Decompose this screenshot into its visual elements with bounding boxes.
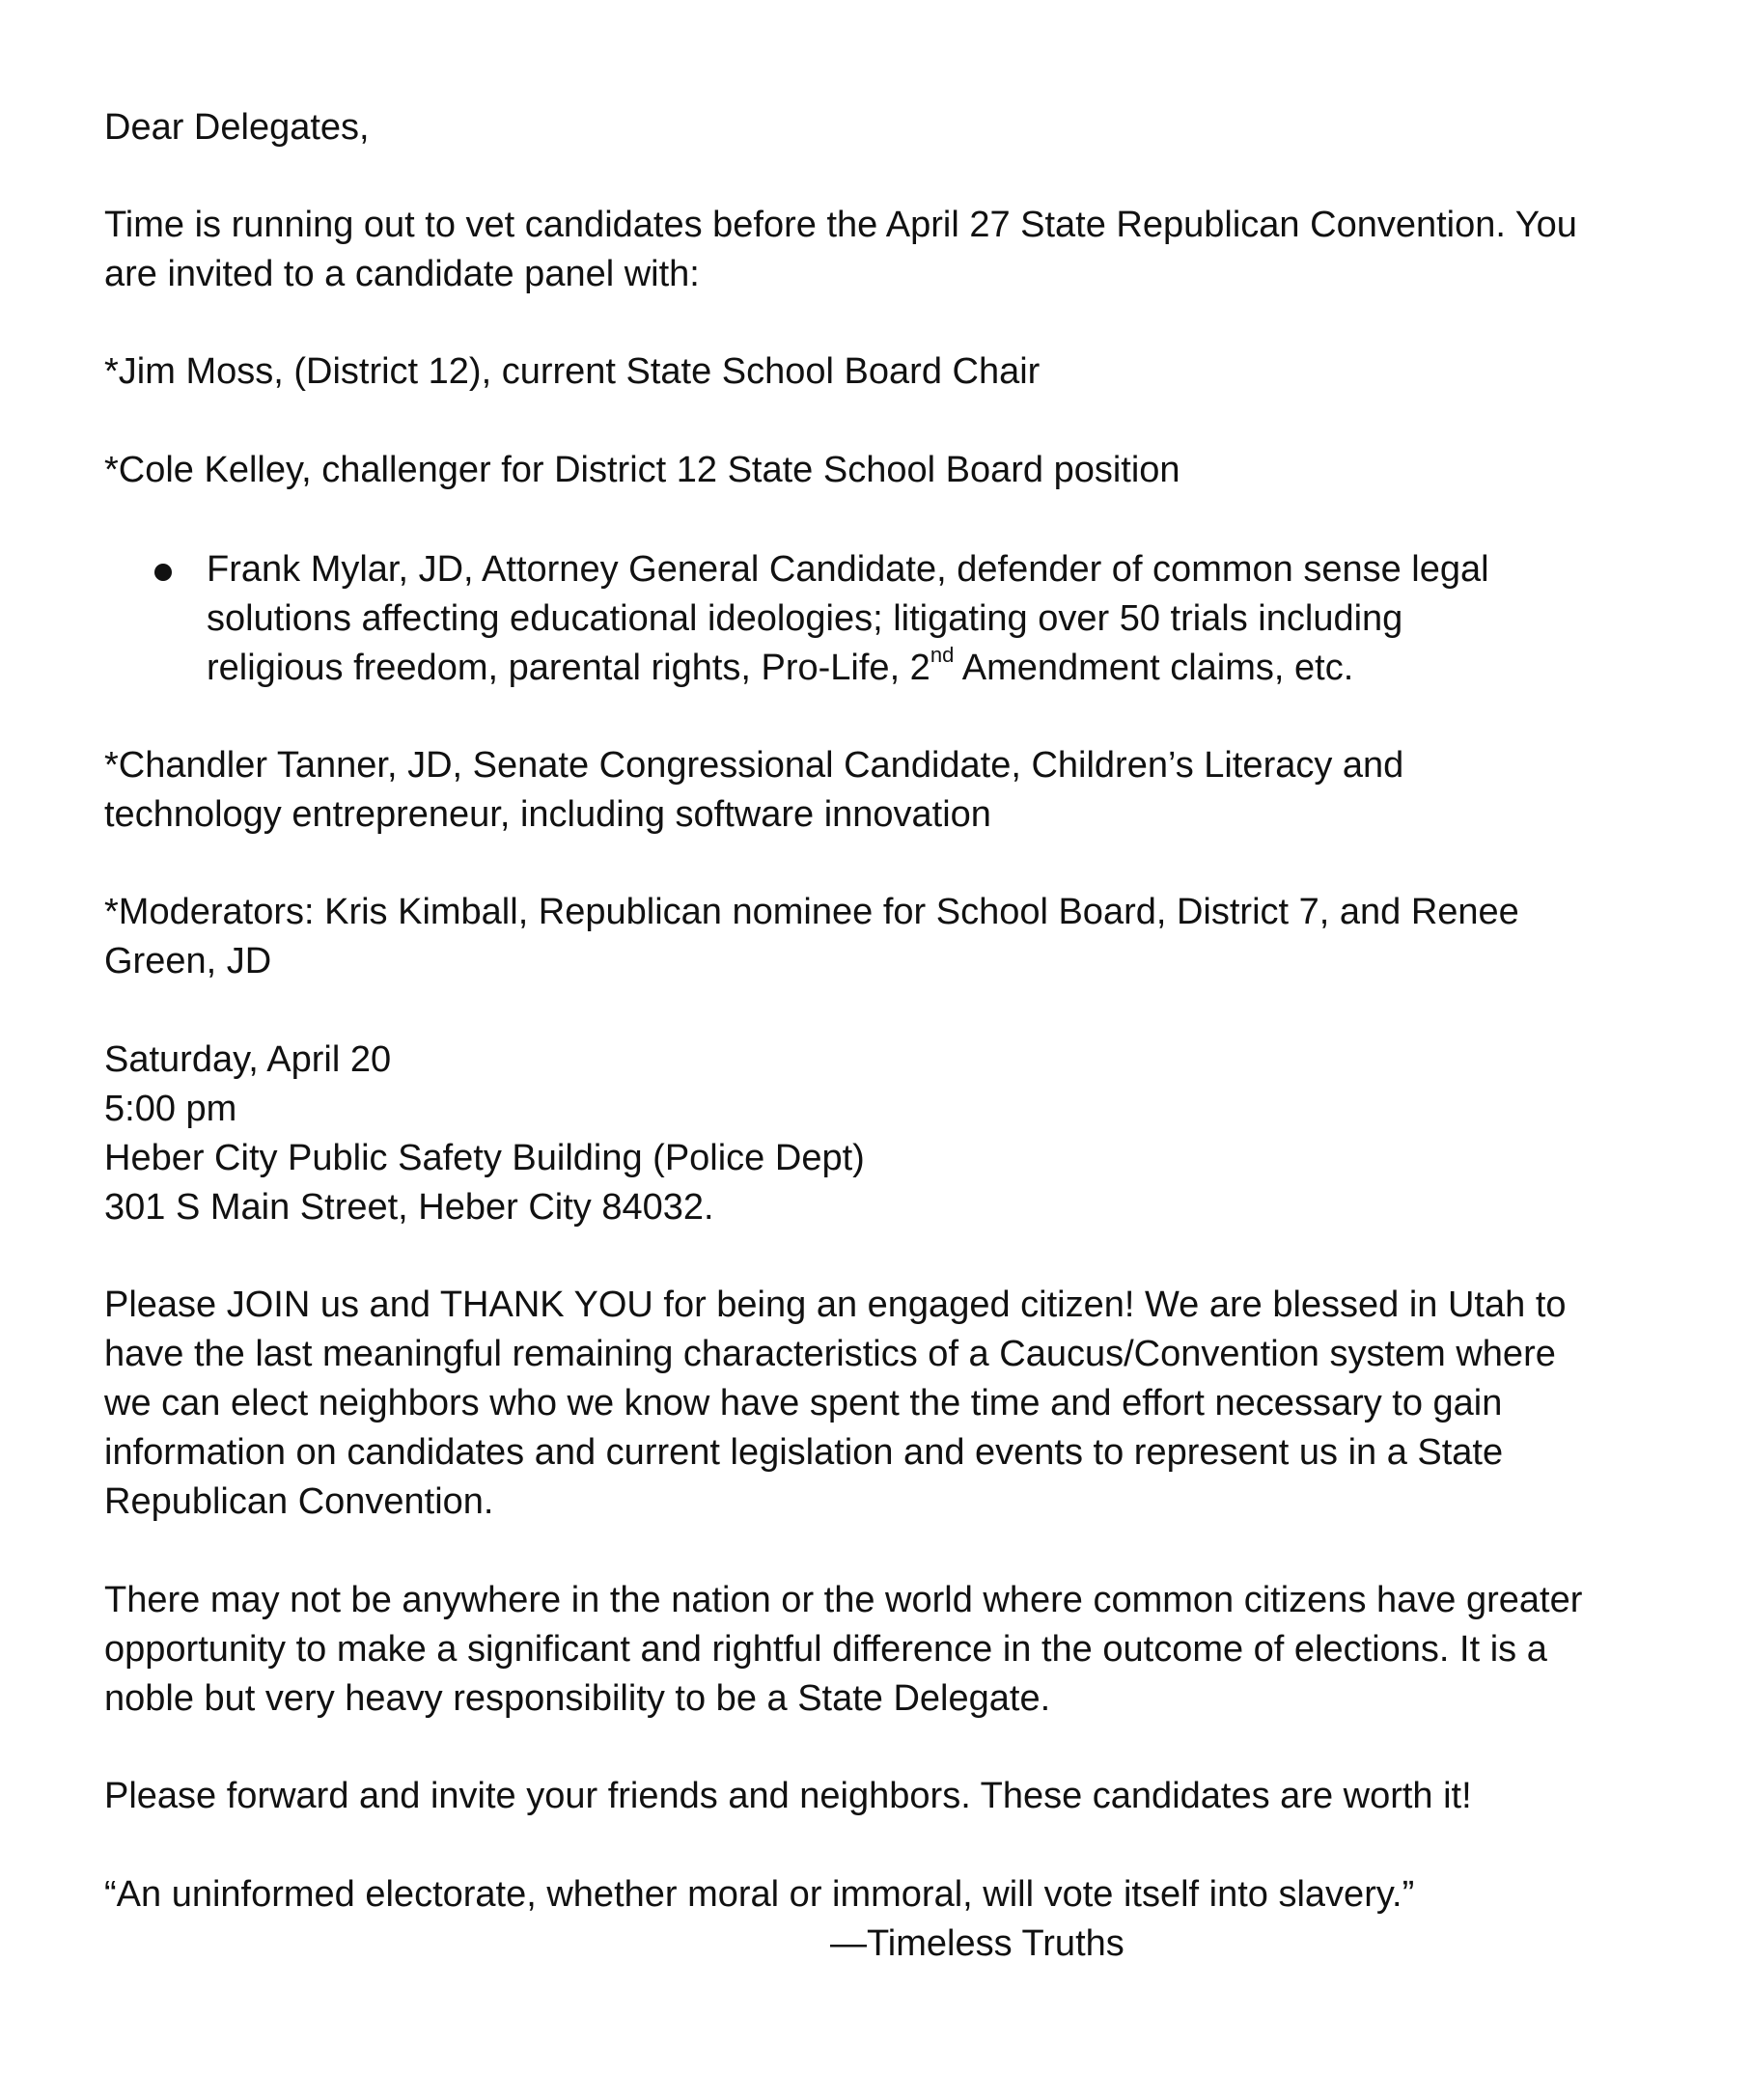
bullet-mylar-line-3-text: religious freedom, parental rights, Pro-Life, 2 [207,648,930,688]
event-address: 301 S Main Street, Heber City 84032. [104,1187,714,1228]
join-paragraph-line-2: have the last meaningful remaining characteristics of a Caucus/Convention system where [104,1334,1556,1374]
join-paragraph-line-4: information on candidates and current legislation and events to represent us in a State [104,1432,1504,1473]
moderators-line-2: Green, JD [104,941,272,981]
candidate-kelley: *Cole Kelley, challenger for District 12 State School Board position [104,450,1180,490]
forward-line: Please forward and invite your friends and neighbors. These candidates are worth it! [104,1776,1472,1816]
candidate-tanner-line-2: technology entrepreneur, including software innovation [104,794,991,835]
intro-line-2: are invited to a candidate panel with: [104,254,700,294]
bullet-dot [154,564,172,581]
opportunity-paragraph-line-3: noble but very heavy responsibility to be a State Delegate. [104,1678,1051,1719]
greeting: Dear Delegates, [104,107,370,148]
opportunity-paragraph-line-2: opportunity to make a significant and rightful difference in the outcome of elections. It is a [104,1629,1547,1670]
bullet-mylar-line-3-tail: Amendment claims, etc. [954,648,1354,688]
event-time: 5:00 pm [104,1089,237,1129]
bullet-mylar-line-2: solutions affecting educational ideologies; litigating over 50 trials including [207,598,1403,639]
bullet-mylar-line-1: Frank Mylar, JD, Attorney General Candidate, defender of common sense legal [207,549,1489,590]
superscript-nd: nd [930,643,955,668]
event-venue: Heber City Public Safety Building (Police Dept) [104,1138,865,1178]
opportunity-paragraph-line-1: There may not be anywhere in the nation or the world where common citizens have greater [104,1580,1583,1620]
quote-attribution: —Timeless Truths [830,1923,1124,1964]
intro-line-1: Time is running out to vet candidates before the April 27 State Republican Convention. You [104,205,1577,245]
bullet-mylar-line-3 [207,644,1353,693]
join-paragraph-line-5: Republican Convention. [104,1481,494,1522]
join-paragraph-line-3: we can elect neighbors who we know have spent the time and effort necessary to gain [104,1383,1503,1423]
event-date: Saturday, April 20 [104,1039,392,1080]
quote: “An uninformed electorate, whether moral or immoral, will vote itself into slavery.” [104,1874,1415,1915]
moderators-line-1: *Moderators: Kris Kimball, Republican nominee for School Board, District 7, and Renee [104,892,1519,932]
candidate-moss: *Jim Moss, (District 12), current State School Board Chair [104,351,1041,392]
join-paragraph-line-1: Please JOIN us and THANK YOU for being an engaged citizen! We are blessed in Utah to [104,1285,1567,1325]
candidate-tanner-line-1: *Chandler Tanner, JD, Senate Congressional Candidate, Children’s Literacy and [104,745,1404,786]
